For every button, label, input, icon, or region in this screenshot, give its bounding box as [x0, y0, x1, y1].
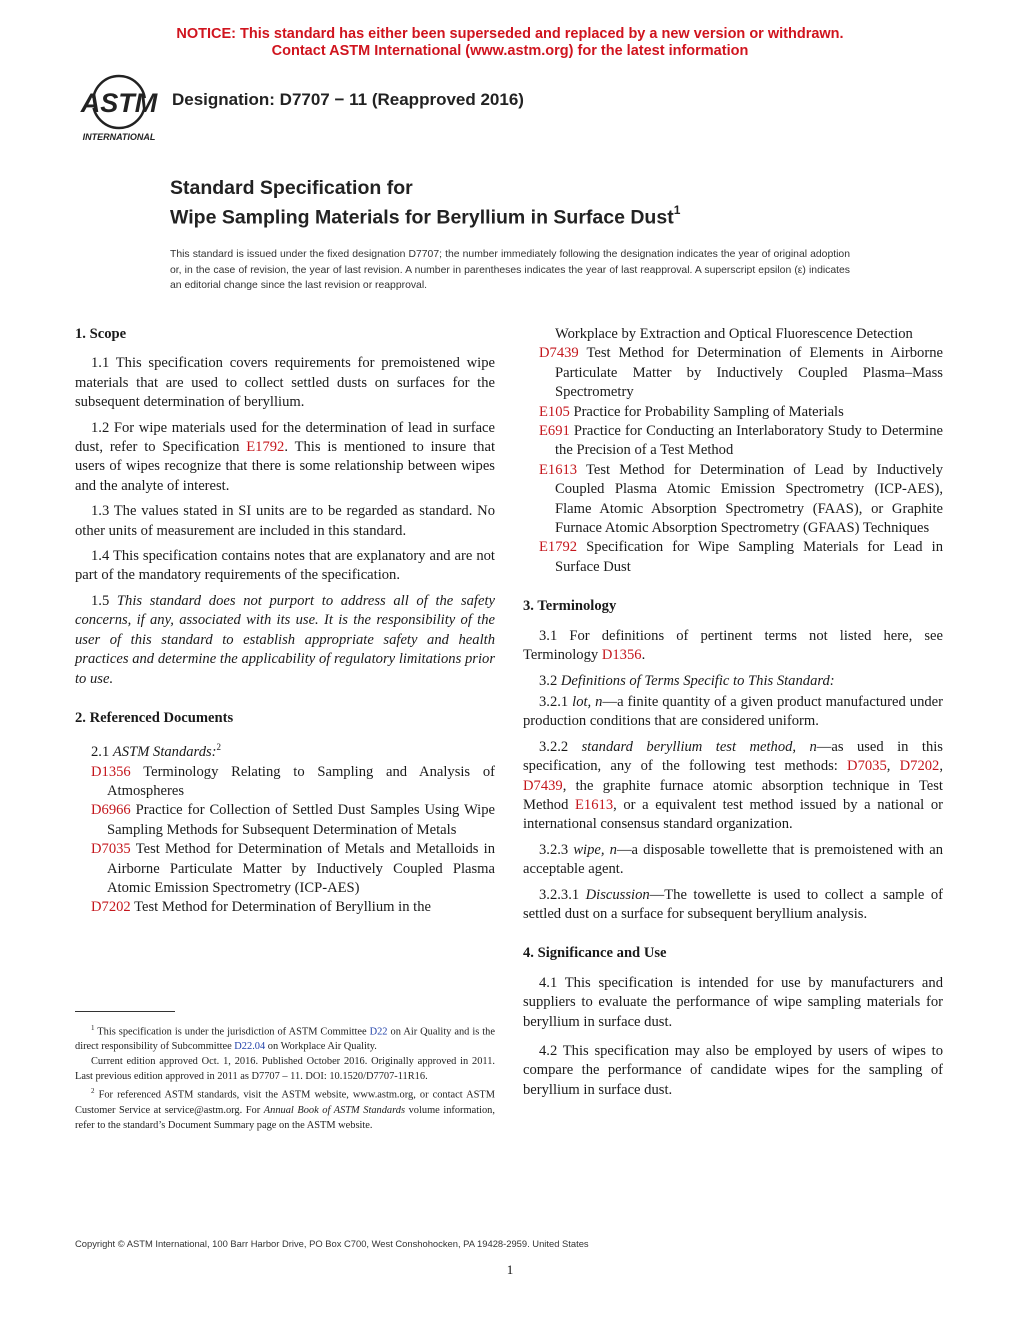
notice-banner	[0, 26, 1020, 60]
ref-item: D1356 Terminology Relating to Sampling and Analysis of Atmospheres	[91, 763, 495, 799]
ref-item: D7035 Test Method for Determination of Metals and Metalloids in Airborne Particulate Matter by Inductively Coupled Plasma Atomic Emission Spectrometry (ICP-AES)	[91, 841, 495, 897]
ref-link-e1613[interactable]: E1613	[575, 796, 614, 813]
footnote-1-edition: Current edition approved Oct. 1, 2016. Published October 2016. Originally approved in 2011. Last previous edition approved in 2011 as D7707 – 11. DOI: 10.1520/D7707-11R16.	[75, 1056, 495, 1083]
ref-item: D7439 Test Method for Determination of Elements in Airborne Particulate Matter by Inductively Coupled Plasma–Mass Spectrometry	[539, 345, 943, 401]
ref-code-link[interactable]: D7439	[539, 345, 579, 362]
ref-item: E1613 Test Method for Determination of Lead by Inductively Coupled Plasma Atomic Emission Spectrometry (ICP-AES), Flame Atomic Absorption Spectrometry (FAAS), or Graphite Furnace Atomic Absorption Spectrometry (GFAAS) Techniques	[539, 461, 943, 537]
ref-code-link[interactable]: E105	[539, 403, 570, 420]
terminology-heading: 3. Terminology	[523, 598, 617, 615]
logo-subtitle: INTERNATIONAL	[82, 132, 156, 142]
refdocs-heading: 2. Referenced Documents	[75, 709, 234, 726]
ref-code-link[interactable]: D1356	[91, 763, 131, 780]
right-column	[523, 325, 943, 1106]
sig-4-2: 4.2 This specification may also be employed by users of wipes to compare the performance of candidate wipes for the sampling of beryllium in surface dust.	[523, 1043, 943, 1098]
ref-code-link[interactable]: E691	[539, 423, 570, 440]
copyright: Copyright © ASTM International, 100 Barr Harbor Drive, PO Box C700, West Conshohocken, PA 19428-2959. United States	[75, 1238, 589, 1249]
subcommittee-link-d22-04[interactable]: D22.04	[234, 1041, 266, 1053]
term-3-2-3-1: 3.2.3.1 Discussion—The towellette is used to collect a sample of settled dust on a surface for subsequent beryllium analysis.	[523, 886, 943, 922]
ref-link-d7202[interactable]: D7202	[899, 758, 940, 775]
page-number: 1	[506, 1262, 514, 1277]
notice-line-2: Contact ASTM International (www.astm.org) for the latest information	[271, 43, 749, 59]
ref-item: E105 Practice for Probability Sampling of Materials	[539, 403, 844, 420]
title-footnote-marker: 1	[673, 203, 681, 217]
ref-link-d7439[interactable]: D7439	[523, 777, 563, 794]
term-3-2-1: 3.2.1 lot, n—a finite quantity of a given product manufactured under production conditions that are considered uniform.	[523, 693, 943, 730]
ref-item: D6966 Practice for Collection of Settled Dust Samples Using Wipe Sampling Methods for Subsequent Determination of Metals	[91, 802, 495, 838]
ref-code-link[interactable]: D6966	[91, 802, 131, 819]
term-3-2: 3.2 Definitions of Terms Specific to This Standard:	[539, 672, 835, 689]
committee-link-d22[interactable]: D22	[369, 1026, 388, 1038]
title-line-1: Standard Specification for	[170, 177, 413, 199]
title-line-2: Wipe Sampling Materials for Beryllium in Surface Dust$^1$	[170, 203, 681, 229]
ref-code-link[interactable]: D7202	[91, 899, 131, 916]
designation: Designation: D7707 − 11 (Reapproved 2016)	[172, 90, 524, 109]
scope-1-3: 1.3 The values stated in SI units are to be regarded as standard. No other units of measurement are included in this standard.	[75, 503, 495, 539]
footnotes	[75, 1021, 495, 1133]
ref-item: E691 Practice for Conducting an Interlaboratory Study to Determine the Precision of a Test Method	[539, 423, 943, 459]
astm-logo	[76, 70, 162, 144]
term-3-2-2: 3.2.2 standard beryllium test method, n—as used in this specification, any of the following test methods: D7035, D7202, D7439, the graphite furnace atomic absorption technique in Test Method E1613, or a equivalent test method issued by a national or international consensus standard organization.	[523, 738, 943, 833]
significance-heading: 4. Significance and Use	[523, 945, 667, 962]
ref-item-continued: Workplace by Extraction and Optical Fluorescence Detection	[555, 326, 913, 342]
term-3-1: 3.1 For definitions of pertinent terms not listed here, see Terminology D1356.	[523, 627, 943, 664]
sig-4-1: 4.1 This specification is intended for use by manufacturers and suppliers to evaluate the performance of wipe sampling materials for beryllium in surface dust.	[523, 974, 943, 1030]
scope-1-5: 1.5 This standard does not purport to address all of the safety concerns, if any, associated with its use. It is the responsibility of the user of this standard to establish appropriate safety and health practices and determine the applicability of regulatory limitations prior to use.	[75, 592, 495, 687]
refdocs-2-1: 2.1 ASTM Standards:$^2$	[91, 742, 222, 761]
intro-paragraph: This standard is issued under the fixed designation D7707; the number immediately following the designation indicates the year of original adoption or, in the case of revision, the year of last revision. A number in parentheses indicates the year of last reapproval. A superscript epsilon (ε) indicates an editorial change since the last revision or reapproval.	[170, 249, 850, 291]
ref-link-d1356[interactable]: D1356	[601, 647, 642, 664]
ref-link-d7035[interactable]: D7035	[847, 758, 887, 775]
ref-code-link[interactable]: D7035	[91, 841, 131, 858]
scope-heading: 1. Scope	[75, 326, 127, 342]
footnote-divider	[75, 1011, 175, 1012]
ref-code-link[interactable]: E1613	[539, 461, 578, 478]
footnote-1: $^1$ This specification is under the jurisdiction of ASTM Committee D22 on Air Quality and is the direct responsibility of Subcommittee D22.04 on Workplace Air Quality.	[75, 1024, 495, 1053]
term-3-2-3: 3.2.3 wipe, n—a disposable towellette that is premoistened with an acceptable agent.	[523, 841, 943, 878]
footnote-2: $^2$ For referenced ASTM standards, visit the ASTM website, www.astm.org, or contact ASTM Customer Service at service@astm.org. For Annual Book of ASTM Standards volume information, refer to the standard’s Document Summary page on the ASTM website.	[75, 1087, 495, 1131]
scope-1-4: 1.4 This specification contains notes that are explanatory and are not part of the mandatory requirements of the specification.	[75, 548, 495, 584]
notice-line-1: NOTICE: This standard has either been superseded and replaced by a new version or withdrawn.	[176, 26, 844, 42]
ref-item: D7202 Test Method for Determination of Beryllium in the	[91, 899, 431, 916]
document-title	[170, 176, 680, 230]
ref-link-e1792[interactable]: E1792	[246, 439, 285, 456]
ref-item: E1792 Specification for Wipe Sampling Materials for Lead in Surface Dust	[539, 539, 943, 575]
logo-text: ASTM	[80, 88, 158, 118]
ref-code-link[interactable]: E1792	[539, 539, 578, 556]
scope-1-2: 1.2 For wipe materials used for the determination of lead in surface dust, refer to Specification E1792. This is mentioned to insure that users of wipes recognize that there is some relationship between wipes and the analyte of interest.	[75, 419, 495, 494]
left-column	[75, 325, 495, 918]
scope-1-1: 1.1 This specification covers requirements for premoistened wipe materials that are used to collect settled dusts on surfaces for the subsequent determination of beryllium.	[75, 355, 495, 411]
